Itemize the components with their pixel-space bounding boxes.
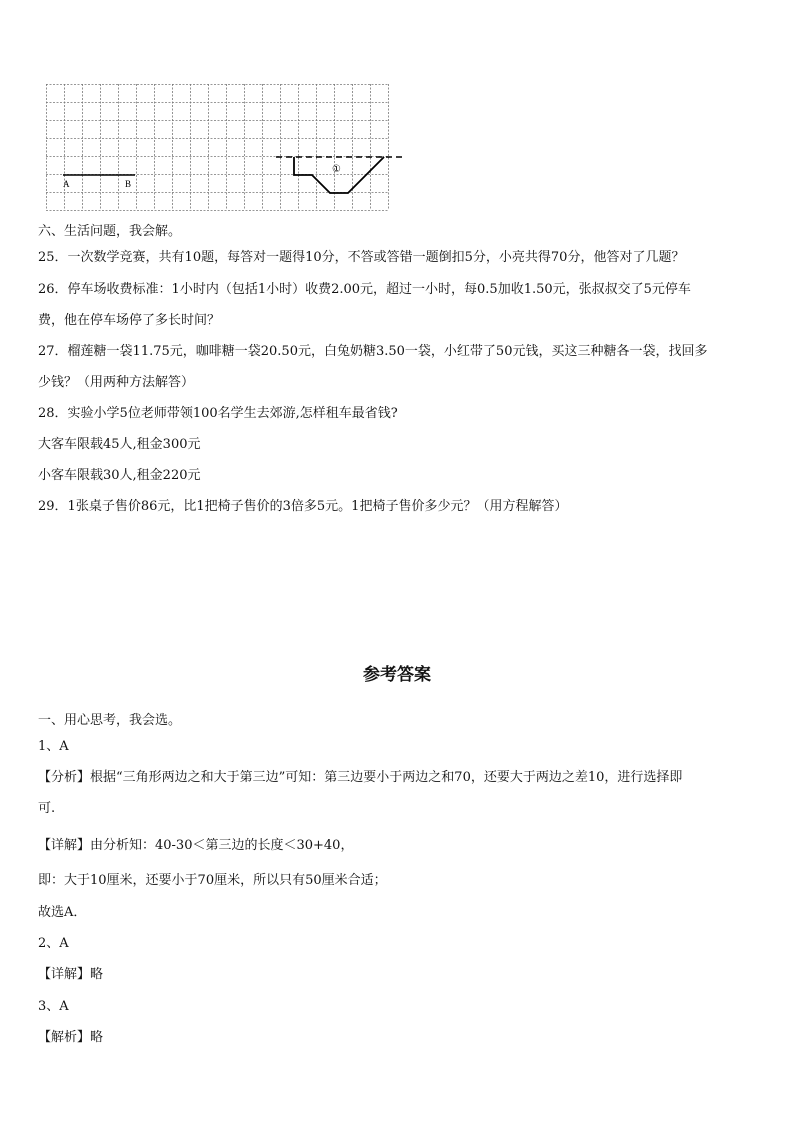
question-28-big-bus: 大客车限载45人,租金300元	[38, 437, 201, 452]
question-27-line1: 27．榴莲糖一袋11.75元，咖啡糖一袋20.50元，白兔奶糖3.50一袋，小红带了50元钱，买这三种糖各一袋，找回多	[38, 344, 708, 359]
question-26-line2: 费，他在停车场停了多长时间？	[38, 313, 221, 328]
answer-3-detail: 【解析】略	[38, 1030, 104, 1045]
answers-title: 参考答案	[363, 665, 431, 685]
label-circle-1: ①	[332, 164, 341, 175]
answer-1-detail: 【详解】由分析知：40-30＜第三边的长度＜30+40，	[38, 838, 354, 853]
answer-1-analysis-line1: 【分析】根据“三角形两边之和大于第三边”可知：第三边要小于两边之和70，还要大于两边之差10，进行选择即	[38, 770, 683, 785]
question-29: 29．1张桌子售价86元，比1把椅子售价的3倍多5元。1把椅子售价多少元？（用方程解答）	[38, 499, 568, 514]
section6-heading: 六、生活问题，我会解。	[38, 224, 182, 239]
answer-1-analysis-line2: 可.	[38, 801, 56, 816]
answer-1-detail-2: 即：大于10厘米，还要小于70厘米，所以只有50厘米合适；	[38, 873, 387, 888]
question-27-line2: 少钱？（用两种方法解答）	[38, 375, 195, 390]
answer-1-detail-3: 故选A．	[38, 905, 87, 920]
answer-2: 2、A	[38, 936, 69, 951]
answer-1: 1、A	[38, 739, 69, 754]
question-28-small-bus: 小客车限载30人,租金220元	[38, 468, 201, 483]
question-28: 28．实验小学5位老师带领100名学生去郊游,怎样租车最省钱?	[38, 406, 398, 421]
question-26-line1: 26．停车场收费标准：1小时内（包括1小时）收费2.00元，超过一小时，每0.5加收1.50元，张叔叔交了5元停车	[38, 282, 691, 297]
answer-3: 3、A	[38, 999, 69, 1014]
answer-2-detail: 【详解】略	[38, 967, 104, 982]
answers-section1-heading: 一、用心思考，我会选。	[38, 713, 182, 728]
question-25: 25．一次数学竞赛，共有10题，每答对一题得10分，不答或答错一题倒扣5分，小亮共得70分，他答对了几题？	[38, 250, 685, 265]
grid-figure	[46, 84, 402, 212]
label-b: B	[125, 179, 132, 189]
grid-lines	[46, 84, 389, 211]
label-a: A	[63, 179, 70, 189]
